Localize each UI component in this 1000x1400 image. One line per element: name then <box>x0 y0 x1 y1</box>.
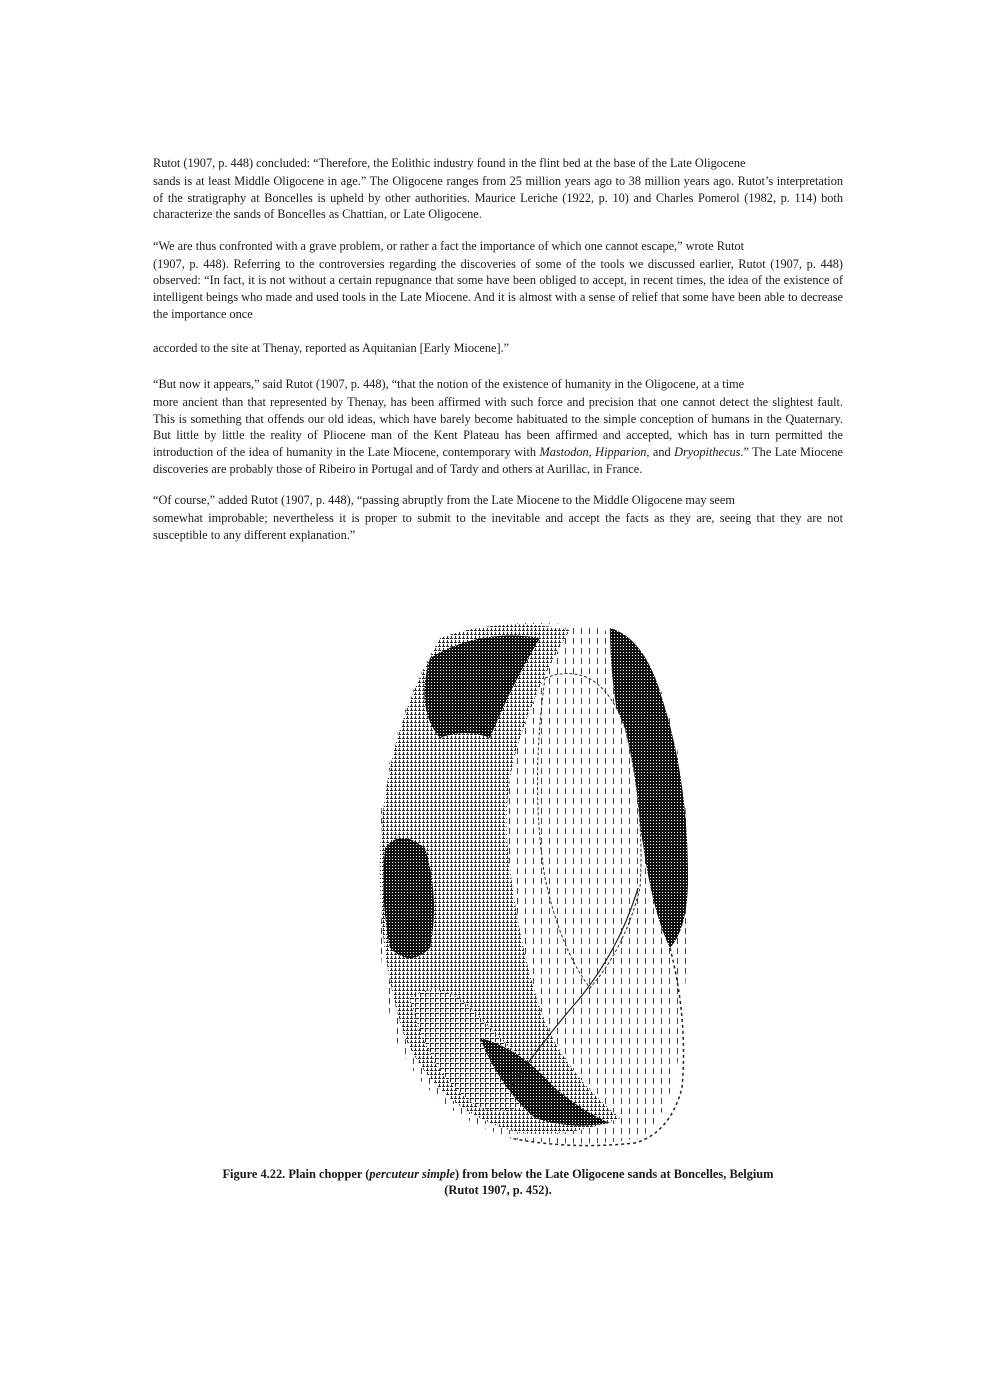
paragraph-2-body: (1907, p. 448). Referring to the controversies regarding the discoveries of some of the tools we discussed earlier, Rutot (1907, p. 448) observed: “In fact, it is not without a certain repugnance that some have been obliged to accept, in recent times, the idea of the existence of intelligent beings who made and used tools in the Late Miocene. And it is almost with a sense of relief that some have been able to decrease the importance once <box>153 256 843 321</box>
figure-caption-line-2: (Rutot 1907, p. 452). <box>444 1183 552 1197</box>
paragraph-5 <box>153 490 843 543</box>
paragraph-3-line-1: accorded to the site at Thenay, reported as Aquitanian [Early Miocene].” <box>153 341 510 356</box>
paragraph-4 <box>153 374 843 477</box>
taxon-mastodon-hipparion: Mastodon, Hipparion, <box>539 444 650 459</box>
chopper-illustration <box>370 618 695 1153</box>
paragraph-1-body: sands is at least Middle Oligocene in age.” The Oligocene ranges from 25 million years ago to 38 million years ago. Rutot’s interpretation of the stratigraphy at Boncelles is upheld by other authorities. Maurice Leriche (1922, p. 10) and Charles Pomerol (1982, p. 114) both characterize the sands of Boncelles as Chattian, or Late Oligocene. <box>153 174 843 222</box>
paragraph-4-line-1: “But now it appears,” said Rutot (1907, p. 448), “that the notion of the existence of humanity in the Oligocene, at a time <box>153 377 745 392</box>
caption-prefix: Figure 4.22. Plain chopper ( <box>222 1167 370 1181</box>
paragraph-5-line-1: “Of course,” added Rutot (1907, p. 448), “passing abruptly from the Late Miocene to the Middle Oligocene may seem <box>153 493 735 508</box>
paragraph-4-body <box>153 394 843 477</box>
page-body <box>153 153 843 556</box>
figure-caption-line-1 <box>153 1166 843 1182</box>
paragraph-4-body-c: .” The Late Miocene discoveries are probably those of Ribeiro in Portugal and of Tardy and others at Aurillac, in France. <box>153 444 844 476</box>
paragraph-2-line-1: “We are thus confronted with a grave problem, or rather a fact the importance of which one cannot escape,” wrote Rutot <box>153 238 745 253</box>
taxon-dryopithecus: Dryopithecus <box>674 444 741 459</box>
paragraph-1 <box>153 153 843 223</box>
paragraph-3 <box>153 338 843 358</box>
paragraph-2 <box>153 236 843 322</box>
caption-suffix: ) from below the Late Oligocene sands at Boncelles, Belgium <box>455 1167 774 1181</box>
paragraph-5-body: somewhat improbable; nevertheless it is proper to submit to the inevitable and accept the facts as they are, seeing that they are not susceptible to any different explanation.” <box>153 511 843 542</box>
paragraph-4-body-a: more ancient than that represented by Thenay, has been affirmed with such force and precision that one cannot detect the slightest fault. This is something that offends our old ideas, which have barely become habituated to the simple conception of humans in the Quaternary. But little by little the reality of Pliocene man of the Kent Plateau has been affirmed and accepted, which has in turn permitted the introduction of the idea of humanity in the Late Miocene, contemporary with <box>153 395 843 459</box>
caption-italic-term: percuteur simple <box>369 1167 456 1181</box>
paragraph-4-body-b: and <box>649 444 675 459</box>
figure-caption <box>153 1166 843 1198</box>
paragraph-1-line-1: Rutot (1907, p. 448) concluded: “Therefore, the Eolithic industry found in the flint bed at the base of the Late Oligocene <box>153 156 746 170</box>
